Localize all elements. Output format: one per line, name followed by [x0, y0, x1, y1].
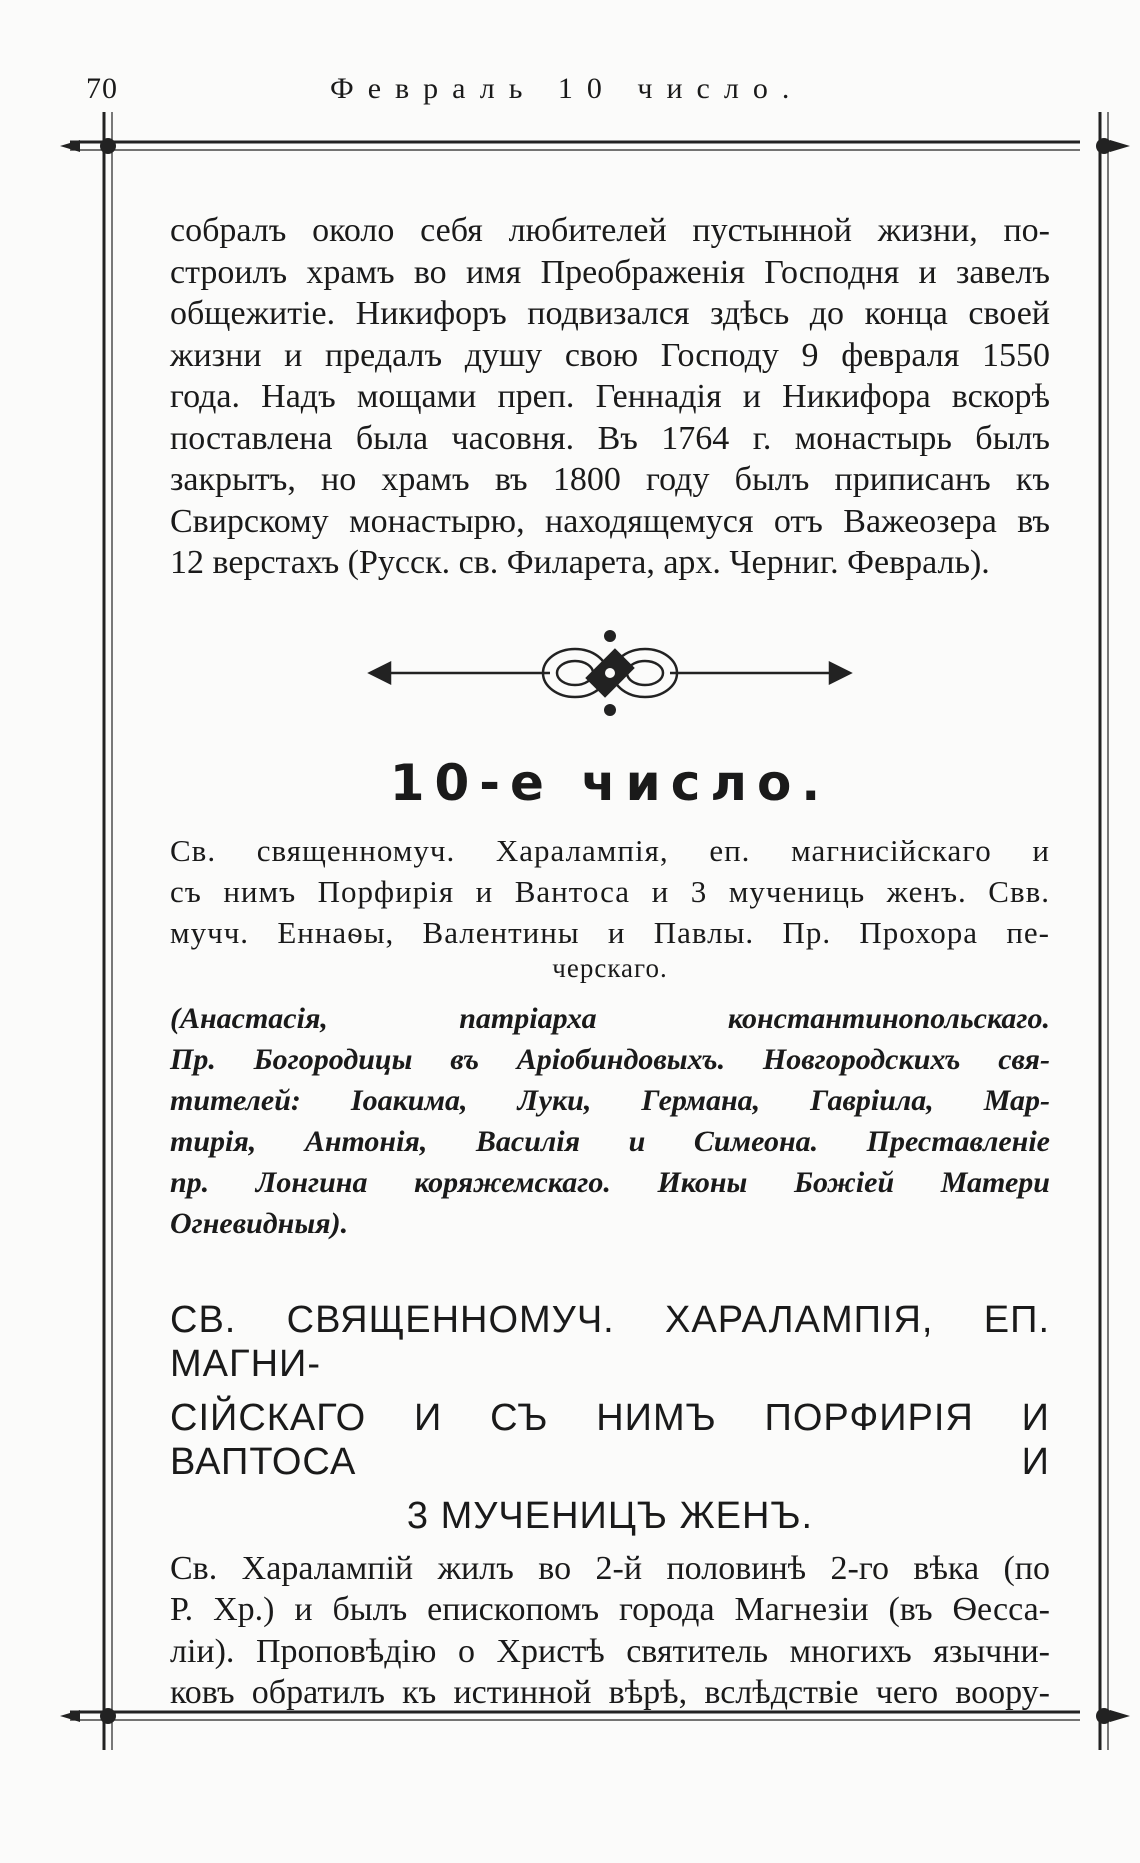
saints-line: съ нимъ Порфирія и Вантоса и 3 мучениць женъ. Свв. [170, 873, 1050, 909]
commemoration-line: тителей: Іоакима, Луки, Германа, Гавріила, Мар- [170, 1083, 1050, 1117]
text-line: Свирскому монастырю, находящемуся отъ Важеозера въ [170, 502, 1050, 540]
text-line: ковъ обратилъ къ истинной вѣрѣ, вслѣдствіе чего воору- [170, 1674, 1050, 1711]
text-line: собралъ около себя любителей пустынной жизни, по- [170, 212, 1050, 249]
running-title: Февраль 10 число. [330, 72, 804, 105]
commemoration-line: пр. Лонгина коряжемскаго. Иконы Божіей Матери [170, 1165, 1050, 1199]
body-paragraph [170, 1548, 1050, 1714]
text-line: закрытъ, но храмъ въ 1800 году былъ приписанъ къ [170, 461, 1050, 498]
text-line: Св. Харалампій жилъ во 2-й половинѣ 2-го вѣка (по [170, 1549, 1050, 1587]
commemorations [170, 998, 1050, 1244]
text-line: 12 верстахъ (Русск. св. Филарета, арх. Черниг. Февраль). [170, 544, 990, 581]
text-line: общежитіе. Никифоръ подвизался здѣсь до конца своей [170, 295, 1050, 332]
saints-line: мучч. Еннаѳы, Валентины и Павлы. Пр. Прохора пе- [170, 914, 1050, 950]
commemoration-line: Пр. Богородицы въ Аріобиндовыхъ. Новгородскихъ свя- [170, 1042, 1050, 1076]
heading-line: СІЙСКАГО И СЪ НИМЪ ПОРФИРІЯ И ВАПТОСА И [170, 1396, 1050, 1483]
decorative-ornament-icon [360, 618, 860, 728]
text-line: поставлена была часовня. Въ 1764 г. монастырь былъ [170, 419, 1050, 457]
section-heading [170, 1298, 1050, 1538]
commemoration-line: (Анастасія, патріарха константинопольскаго. [170, 1001, 1050, 1035]
text-line: жизни и предалъ душу свою Господу 9 февраля 1550 [170, 336, 1050, 374]
saints-list [170, 830, 1050, 984]
commemoration-line: Огневидныя). [170, 1206, 349, 1240]
page-content [170, 210, 1050, 1714]
saints-line: черскаго. [552, 952, 668, 983]
heading-line: 3 МУЧЕНИЦЪ ЖЕНЪ. [406, 1494, 814, 1537]
commemoration-line: тирія, Антонія, Василія и Симеона. Преставленіе [170, 1124, 1050, 1158]
text-line: ліи). Проповѣдію о Христѣ святитель многихъ язычни- [170, 1632, 1050, 1670]
day-title: 10-е число. [389, 753, 831, 812]
heading-line: СВ. СВЯЩЕННОМУЧ. ХАРАЛАМПІЯ, ЕП. МАГНИ- [170, 1298, 1050, 1385]
intro-paragraph [170, 210, 1050, 584]
text-line: строилъ храмъ во имя Преображенія Господня и завелъ [170, 253, 1050, 291]
text-line: года. Надъ мощами преп. Геннадія и Никифора вскорѣ [170, 378, 1050, 415]
page-number: 70 [86, 72, 118, 105]
text-line: Р. Хр.) и былъ епископомъ города Магнезіи (въ Ѳесса- [170, 1591, 1050, 1628]
saints-line: Св. священномуч. Харалампія, еп. магнисійскаго и [170, 832, 1050, 868]
